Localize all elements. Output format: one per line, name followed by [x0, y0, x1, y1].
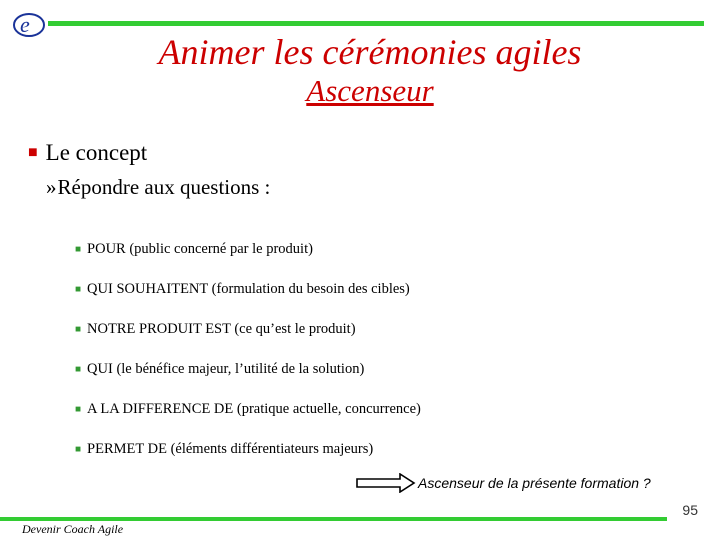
page-number: 95	[682, 502, 698, 518]
list-item	[75, 229, 421, 269]
footer-text: Devenir Coach Agile	[22, 522, 124, 536]
list-item-text: QUI (le bénéfice majeur, l’utilité de la solution)	[87, 360, 365, 377]
list-item	[75, 309, 421, 349]
level2-text: Répondre aux questions :	[57, 175, 271, 199]
square-bullet-icon: ■	[75, 323, 82, 335]
square-bullet-icon: ■	[75, 363, 82, 375]
list-item	[75, 389, 421, 429]
square-bullet-icon: ■	[75, 443, 82, 455]
square-bullet-icon: ■	[75, 283, 82, 295]
arrow-text: Ascenseur de la présente formation ?	[418, 475, 651, 491]
list-item	[75, 349, 421, 389]
level1-bullet	[28, 140, 147, 166]
chevron-marker: »	[46, 175, 57, 199]
square-bullet-icon: ■	[28, 144, 38, 161]
double-right-arrow-icon	[356, 473, 416, 493]
list-item	[75, 429, 421, 469]
slide-title: Animer les cérémonies agiles	[158, 32, 582, 72]
list-item	[75, 269, 421, 309]
list-item-text: NOTRE PRODUIT EST (ce qu’est le produit)	[87, 320, 356, 337]
level2-bullet	[46, 175, 270, 200]
square-bullet-icon: ■	[75, 243, 82, 255]
arrow-callout	[356, 473, 651, 493]
list-item-text: POUR (public concerné par le produit)	[87, 240, 313, 257]
list-item-text: QUI SOUHAITENT (formulation du besoin des cibles)	[87, 280, 410, 297]
level1-text: Le concept	[45, 140, 148, 165]
list-item-text: PERMET DE (éléments différentiateurs majeurs)	[87, 440, 374, 457]
list-item-text: A LA DIFFERENCE DE (pratique actuelle, concurrence)	[87, 400, 421, 417]
bottom-rule	[0, 517, 667, 521]
top-rule	[48, 21, 704, 26]
svg-text:e: e	[20, 12, 30, 37]
square-bullet-icon: ■	[75, 403, 82, 415]
slide-subtitle: Ascenseur	[306, 73, 434, 108]
question-list	[75, 229, 421, 469]
